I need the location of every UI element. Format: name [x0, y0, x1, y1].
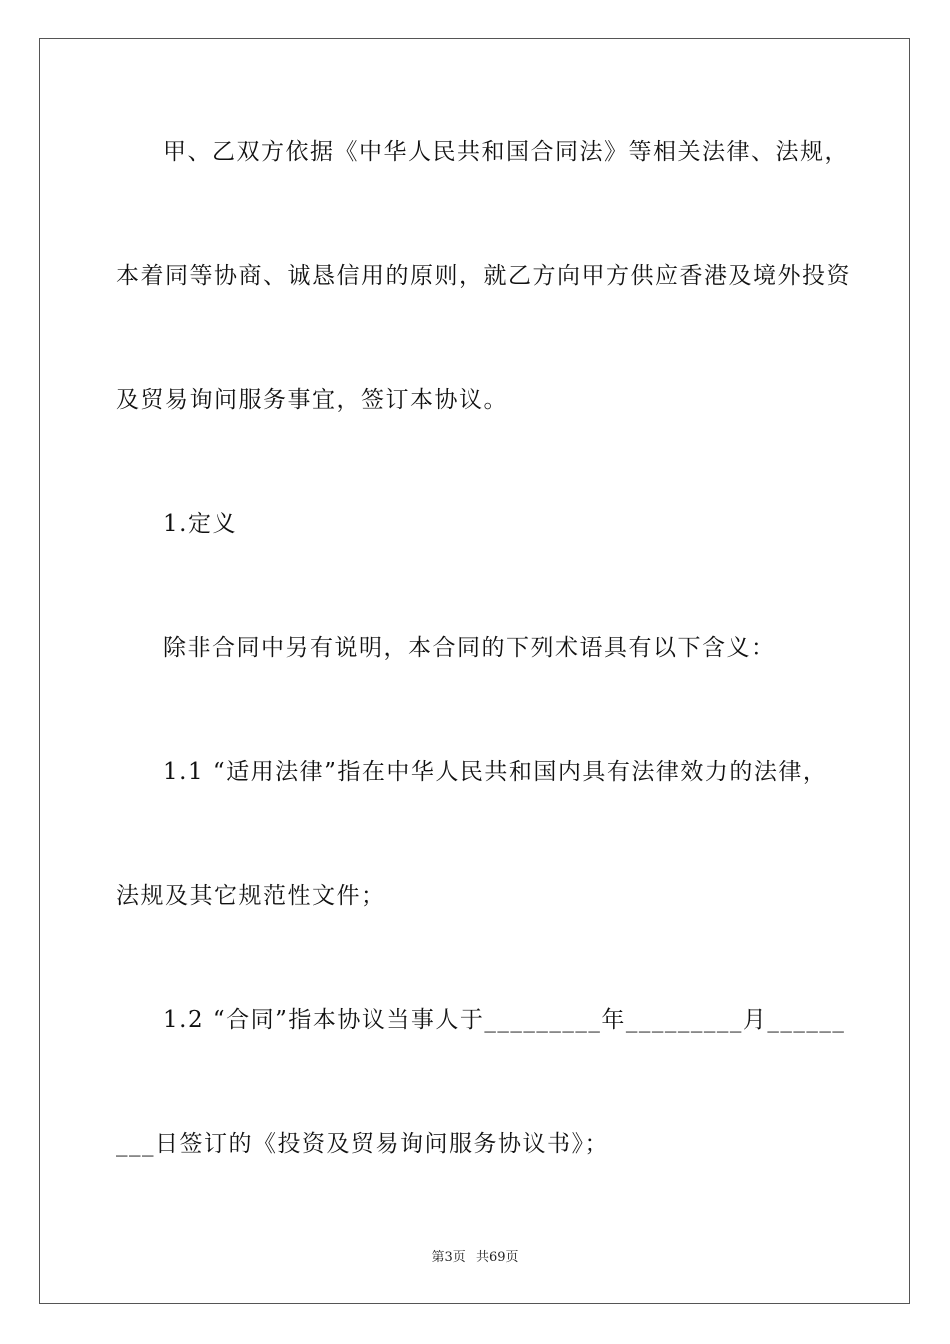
- paragraph-line: ___日签订的《投资及贸易询问服务协议书》；: [116, 1131, 609, 1157]
- page-footer: [0, 1246, 950, 1265]
- page-border: [39, 38, 910, 1304]
- paragraph-line: 法规及其它规范性文件；: [116, 883, 386, 909]
- paragraph-line: 及贸易询问服务事宜，签订本协议。: [116, 387, 508, 413]
- paragraph-line: 1.1 “适用法律”指在中华人民共和国内具有法律效力的法律，: [163, 759, 828, 785]
- total-pages: 共69页: [475, 1250, 519, 1265]
- paragraph-line: 甲、乙双方依据《中华人民共和国合同法》等相关法律、法规，: [163, 139, 849, 165]
- paragraph-line: 本着同等协商、诚恳信用的原则，就乙方向甲方供应香港及境外投资: [116, 263, 851, 289]
- paragraph-line: 1.2 “合同”指本协议当事人于_________年_________月______: [163, 1007, 846, 1033]
- section-heading: 1.定义: [163, 511, 237, 537]
- paragraph-line: 除非合同中另有说明，本合同的下列术语具有以下含义：: [163, 635, 776, 661]
- page-number: 第3页: [431, 1250, 466, 1265]
